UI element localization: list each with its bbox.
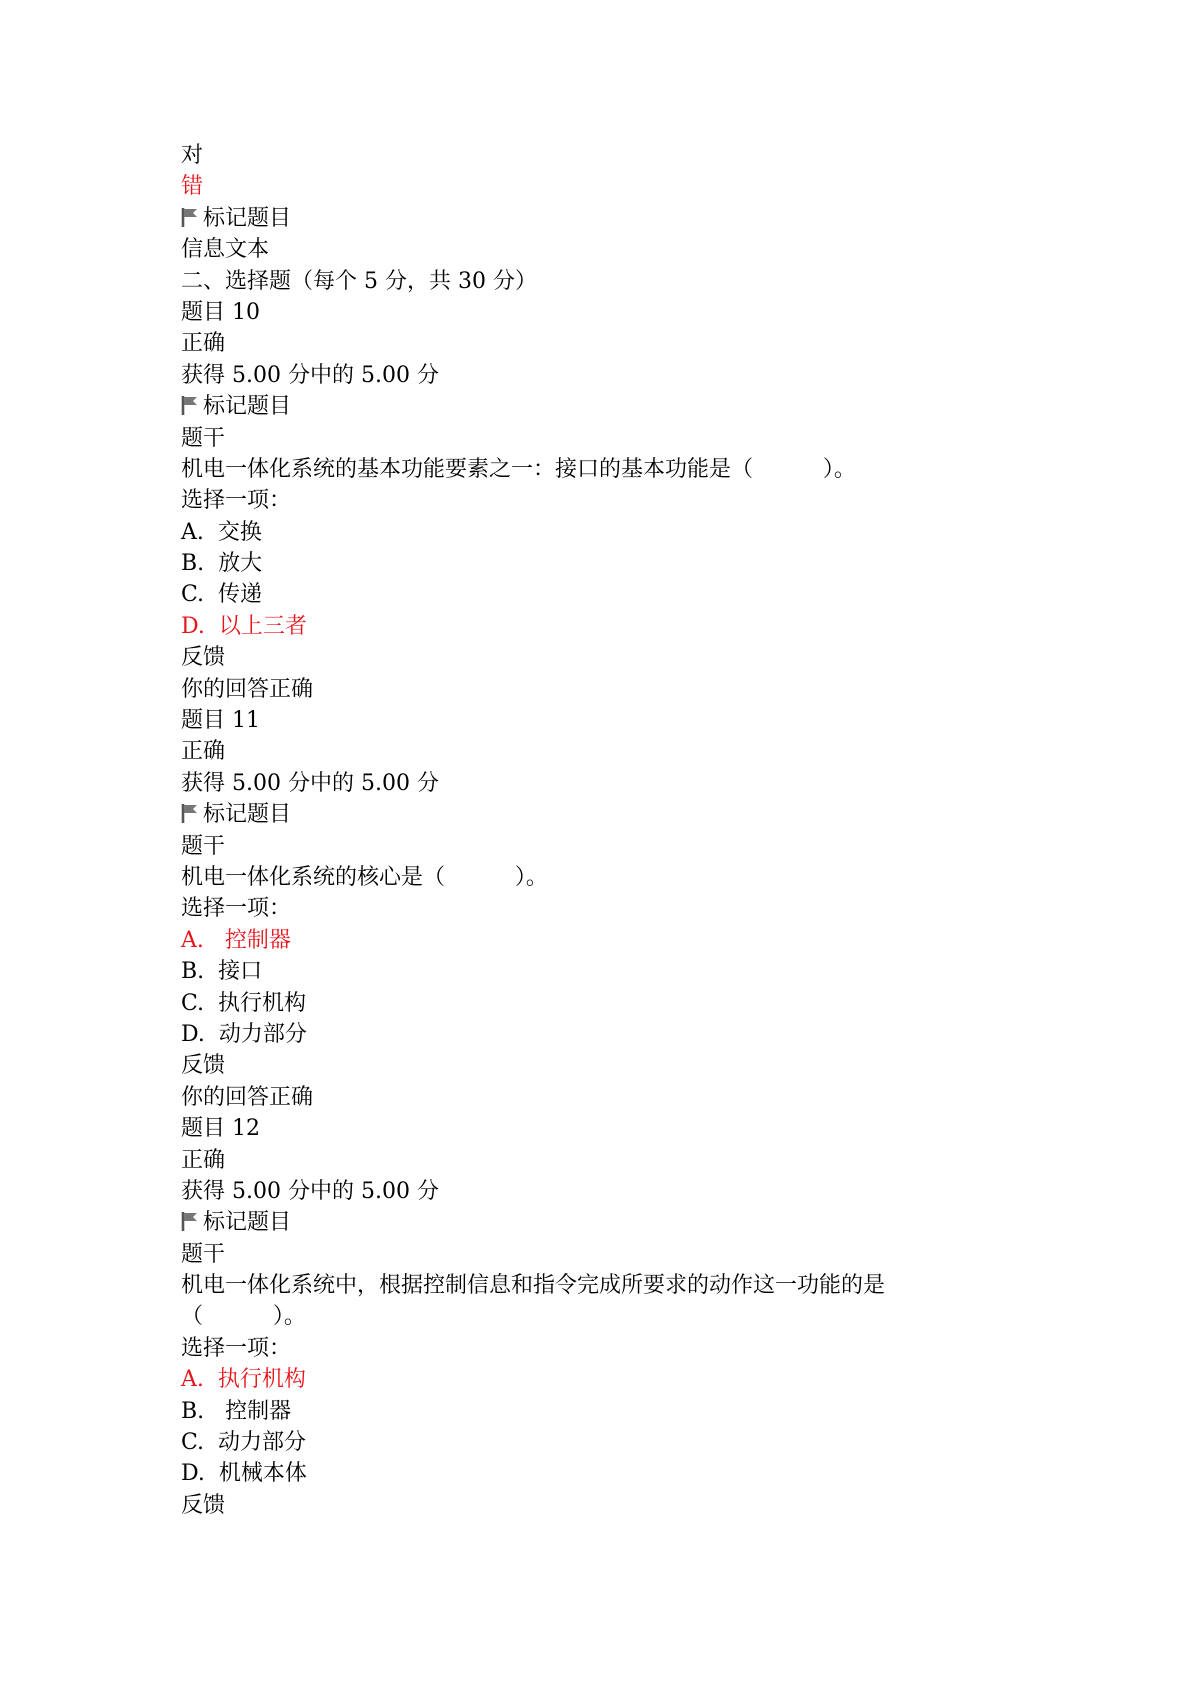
option-d-correct[interactable] <box>181 611 1081 642</box>
option-a[interactable] <box>181 517 1081 548</box>
option-d[interactable] <box>181 1019 1081 1050</box>
feedback-label: 反馈 <box>181 645 226 671</box>
option-text: 接口 <box>218 959 263 985</box>
feedback-text: 你的回答正确 <box>181 676 314 702</box>
question-score: 获得 5.00 分中的 5.00 分 <box>181 770 439 796</box>
question-title: 题目 11 <box>181 708 260 734</box>
question-title: 题目 10 <box>181 299 260 325</box>
feedback-label: 反馈 <box>181 1492 226 1518</box>
option-text: 交换 <box>217 519 262 545</box>
choose-prompt: 选择一项： <box>181 1335 292 1361</box>
info-text-label: 信息文本 <box>181 237 270 263</box>
flag-icon <box>181 802 201 824</box>
flag-question[interactable] <box>181 203 1081 234</box>
option-b[interactable] <box>181 956 1081 987</box>
option-letter: C. <box>181 582 205 608</box>
option-text: 执行机构 <box>217 1367 306 1393</box>
question-status: 正确 <box>181 739 226 765</box>
feedback-text: 你的回答正确 <box>181 1084 314 1110</box>
question-stem-line-2: （ ）。 <box>181 1304 306 1330</box>
option-b[interactable] <box>181 548 1081 579</box>
option-a-correct[interactable] <box>181 925 1081 956</box>
question-stem-line-1: 机电一体化系统中，根据控制信息和指令完成所要求的动作这一功能的是 <box>181 1273 886 1299</box>
option-a-correct[interactable] <box>181 1364 1081 1395</box>
choose-prompt: 选择一项： <box>181 896 292 922</box>
feedback-label: 反馈 <box>181 1053 226 1079</box>
flag-icon <box>181 394 201 416</box>
option-false-correct: 错 <box>181 174 204 200</box>
quiz-review-page <box>181 140 1081 1521</box>
flag-label: 标记题目 <box>203 1210 292 1236</box>
option-c[interactable] <box>181 988 1081 1019</box>
stem-label: 题干 <box>181 425 226 451</box>
option-letter: A. <box>181 927 204 953</box>
flag-label: 标记题目 <box>203 205 292 231</box>
stem-label: 题干 <box>181 1241 226 1267</box>
option-text: 以上三者 <box>218 613 307 639</box>
question-score: 获得 5.00 分中的 5.00 分 <box>181 362 439 388</box>
option-letter: B. <box>181 1398 205 1424</box>
option-text: 执行机构 <box>218 990 307 1016</box>
flag-icon <box>181 206 201 228</box>
option-text: 放大 <box>218 551 263 577</box>
option-text: 机械本体 <box>218 1461 307 1487</box>
option-c[interactable] <box>181 579 1081 610</box>
flag-question[interactable] <box>181 799 1081 830</box>
option-text: 控制器 <box>218 1398 292 1424</box>
choose-prompt: 选择一项： <box>181 488 292 514</box>
flag-question[interactable] <box>181 1207 1081 1238</box>
option-text: 动力部分 <box>218 1430 307 1456</box>
option-b[interactable] <box>181 1396 1081 1427</box>
question-status: 正确 <box>181 1147 226 1173</box>
option-letter: B. <box>181 551 205 577</box>
flag-icon <box>181 1210 201 1232</box>
flag-label: 标记题目 <box>203 394 292 420</box>
option-d[interactable] <box>181 1458 1081 1489</box>
flag-question[interactable] <box>181 391 1081 422</box>
question-score: 获得 5.00 分中的 5.00 分 <box>181 1178 439 1204</box>
option-true: 对 <box>181 143 204 168</box>
flag-label: 标记题目 <box>203 802 292 828</box>
question-title: 题目 12 <box>181 1116 260 1142</box>
stem-label: 题干 <box>181 833 226 859</box>
option-letter: B. <box>181 959 205 985</box>
section-title: 二、选择题（每个 5 分，共 30 分） <box>181 268 537 294</box>
option-letter: C. <box>181 990 205 1016</box>
option-c[interactable] <box>181 1427 1081 1458</box>
question-stem: 机电一体化系统的基本功能要素之一：接口的基本功能是（ ）。 <box>181 456 856 482</box>
option-letter: D. <box>181 1461 205 1487</box>
option-letter: D. <box>181 613 205 639</box>
option-text: 动力部分 <box>218 1021 307 1047</box>
option-letter: A. <box>181 519 204 545</box>
question-status: 正确 <box>181 331 226 357</box>
option-text: 传递 <box>218 582 263 608</box>
option-letter: A. <box>181 1367 204 1393</box>
option-text: 控制器 <box>217 927 291 953</box>
question-stem: 机电一体化系统的核心是（ ）。 <box>181 864 548 890</box>
option-letter: D. <box>181 1021 205 1047</box>
option-letter: C. <box>181 1430 205 1456</box>
